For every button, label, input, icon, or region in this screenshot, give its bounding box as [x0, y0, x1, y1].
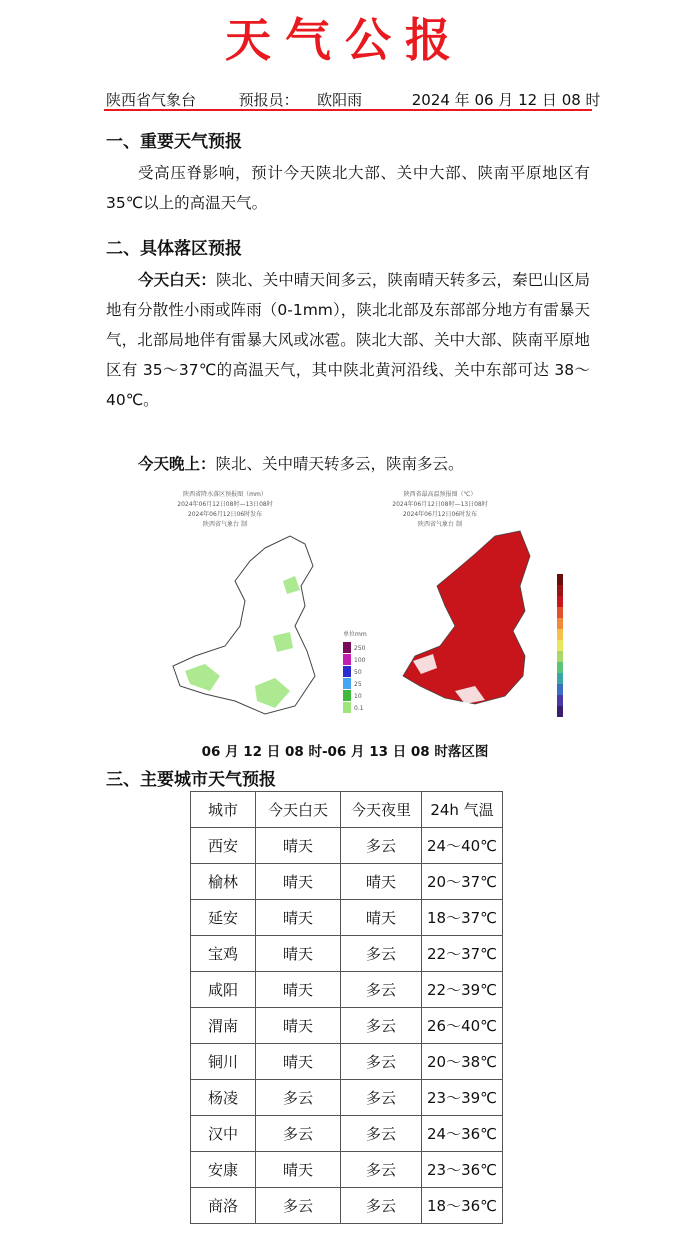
table-row: [191, 1080, 503, 1116]
night-weather-cell: 多云: [341, 1116, 422, 1152]
colorbar-segment: [557, 585, 563, 596]
city-cell: 杨凌: [191, 1080, 256, 1116]
temp-map-period: 2024年06月12日08时—13日08时: [392, 501, 488, 508]
temp-map-issued: 2024年06月12日06时发布: [402, 511, 478, 518]
section2-heading: 二、具体落区预报: [106, 239, 242, 259]
night-weather-cell: 多云: [341, 1044, 422, 1080]
night-text: 陕北、关中晴天转多云，陕南多云。: [215, 455, 464, 473]
bulletin-title: 天气公报: [225, 13, 465, 67]
col-temp: 24h 气温: [422, 792, 503, 828]
city-cell: 渭南: [191, 1008, 256, 1044]
legend-label: 100: [354, 657, 366, 664]
legend-label: 50: [354, 669, 362, 676]
night-weather-cell: 多云: [341, 1008, 422, 1044]
legend-label: 250: [354, 645, 366, 652]
temperature-cell: 24～40℃: [422, 828, 503, 864]
temperature-cell: 24～36℃: [422, 1116, 503, 1152]
temperature-cell: 22～37℃: [422, 936, 503, 972]
table-row: [191, 1044, 503, 1080]
map-caption: 06 月 12 日 08 时-06 月 13 日 08 时落区图: [201, 744, 489, 760]
day-weather-cell: 晴天: [256, 864, 341, 900]
forecaster-name: 欧阳雨: [317, 91, 363, 109]
table-row: [191, 900, 503, 936]
colorbar-segment: [557, 651, 563, 662]
legend-swatch: [343, 654, 351, 665]
precipitation-map: [165, 486, 370, 726]
day-text: 陕北、关中晴天间多云，陕南晴天转多云，秦巴山区局地有分散性小雨或阵雨（0-1mm），陕北北部及东部部分地方有雷暴天气，北部局地伴有雷暴大风或冰雹。陕北大部、关中大部、陕南平原地区有 35～37℃的高温天气，其中陕北黄河沿线、关中东部可达 38～40℃。: [106, 271, 590, 409]
day-forecast: [106, 265, 590, 415]
colorbar-segment: [557, 684, 563, 695]
night-weather-cell: 多云: [341, 1080, 422, 1116]
colorbar-segment: [557, 618, 563, 629]
table-row: [191, 936, 503, 972]
temperature-cell: 22～39℃: [422, 972, 503, 1008]
forecaster-label: 预报员：: [238, 91, 299, 109]
issue-date: 2024 年 06 月 12 日 08 时: [411, 91, 601, 109]
city-cell: 安康: [191, 1152, 256, 1188]
col-city: 城市: [191, 792, 256, 828]
colorbar-segment: [557, 629, 563, 640]
city-cell: 延安: [191, 900, 256, 936]
legend-swatch: [343, 666, 351, 677]
shaanxi-temperature-fill: [403, 531, 530, 704]
temperature-cell: 26～40℃: [422, 1008, 503, 1044]
table-row: [191, 1116, 503, 1152]
day-weather-cell: 多云: [256, 1080, 341, 1116]
temp-map-org: 陕西省气象台 制: [418, 521, 462, 528]
city-cell: 西安: [191, 828, 256, 864]
colorbar-segment: [557, 662, 563, 673]
day-weather-cell: 多云: [256, 1188, 341, 1224]
legend-swatch: [343, 690, 351, 701]
precip-map-period: 2024年06月12日08时—13日08时: [177, 501, 273, 508]
header-divider: [104, 109, 592, 111]
section1-heading: 一、重要天气预报: [106, 132, 242, 152]
colorbar-segment: [557, 706, 563, 717]
legend-swatch: [343, 642, 351, 653]
day-weather-cell: 多云: [256, 1116, 341, 1152]
night-forecast: [106, 449, 590, 479]
precip-map-org: 陕西省气象台 制: [203, 521, 247, 528]
day-weather-cell: 晴天: [256, 900, 341, 936]
day-label: 今天白天：: [138, 271, 216, 289]
temperature-colorbar: [557, 574, 563, 717]
table-row: [191, 864, 503, 900]
shaanxi-outline-left: [173, 536, 315, 714]
colorbar-segment: [557, 695, 563, 706]
night-weather-cell: 多云: [341, 972, 422, 1008]
city-cell: 铜川: [191, 1044, 256, 1080]
table-row: [191, 1152, 503, 1188]
table-row: [191, 1008, 503, 1044]
city-cell: 咸阳: [191, 972, 256, 1008]
precip-legend: [343, 630, 367, 713]
col-day: 今天白天: [256, 792, 341, 828]
night-weather-cell: 多云: [341, 828, 422, 864]
legend-label: 25: [354, 681, 362, 688]
temperature-cell: 23～39℃: [422, 1080, 503, 1116]
colorbar-segment: [557, 640, 563, 651]
temperature-cell: 18～36℃: [422, 1188, 503, 1224]
table-row: [191, 828, 503, 864]
city-cell: 榆林: [191, 864, 256, 900]
section1-text: 受高压脊影响，预计今天陕北大部、关中大部、陕南平原地区有 35℃以上的高温天气。: [106, 164, 590, 212]
legend-label: 10: [354, 693, 362, 700]
colorbar-segment: [557, 574, 563, 585]
temperature-cell: 20～38℃: [422, 1044, 503, 1080]
table-header-row: [191, 792, 503, 828]
section3-heading: 三、主要城市天气预报: [106, 770, 276, 790]
colorbar-segment: [557, 673, 563, 684]
night-weather-cell: 多云: [341, 1152, 422, 1188]
day-weather-cell: 晴天: [256, 828, 341, 864]
precip-legend-unit: 单位mm: [343, 631, 367, 638]
city-cell: 宝鸡: [191, 936, 256, 972]
day-weather-cell: 晴天: [256, 972, 341, 1008]
night-label: 今天晚上：: [138, 455, 216, 473]
day-weather-cell: 晴天: [256, 1044, 341, 1080]
city-forecast-table: [190, 791, 503, 1224]
night-weather-cell: 多云: [341, 1188, 422, 1224]
table-row: [191, 1188, 503, 1224]
day-weather-cell: 晴天: [256, 936, 341, 972]
table-row: [191, 972, 503, 1008]
temperature-cell: 18～37℃: [422, 900, 503, 936]
night-weather-cell: 晴天: [341, 864, 422, 900]
temperature-map: [385, 486, 585, 726]
temperature-cell: 20～37℃: [422, 864, 503, 900]
header-line: [106, 89, 601, 110]
precip-map-issued: 2024年06月12日06时发布: [187, 511, 263, 518]
col-night: 今天夜里: [341, 792, 422, 828]
legend-label: 0.1: [354, 705, 364, 712]
legend-swatch: [343, 678, 351, 689]
temperature-cell: 23～36℃: [422, 1152, 503, 1188]
legend-swatch: [343, 702, 351, 713]
day-weather-cell: 晴天: [256, 1008, 341, 1044]
city-cell: 商洛: [191, 1188, 256, 1224]
night-weather-cell: 晴天: [341, 900, 422, 936]
colorbar-segment: [557, 596, 563, 607]
city-cell: 汉中: [191, 1116, 256, 1152]
office-name: 陕西省气象台: [106, 91, 197, 109]
night-weather-cell: 多云: [341, 936, 422, 972]
colorbar-segment: [557, 607, 563, 618]
day-weather-cell: 晴天: [256, 1152, 341, 1188]
temp-map-title: 陕西省最高温预报图（℃）: [403, 491, 477, 498]
precip-map-title: 陕西省降水落区预报图（mm）: [183, 491, 267, 498]
